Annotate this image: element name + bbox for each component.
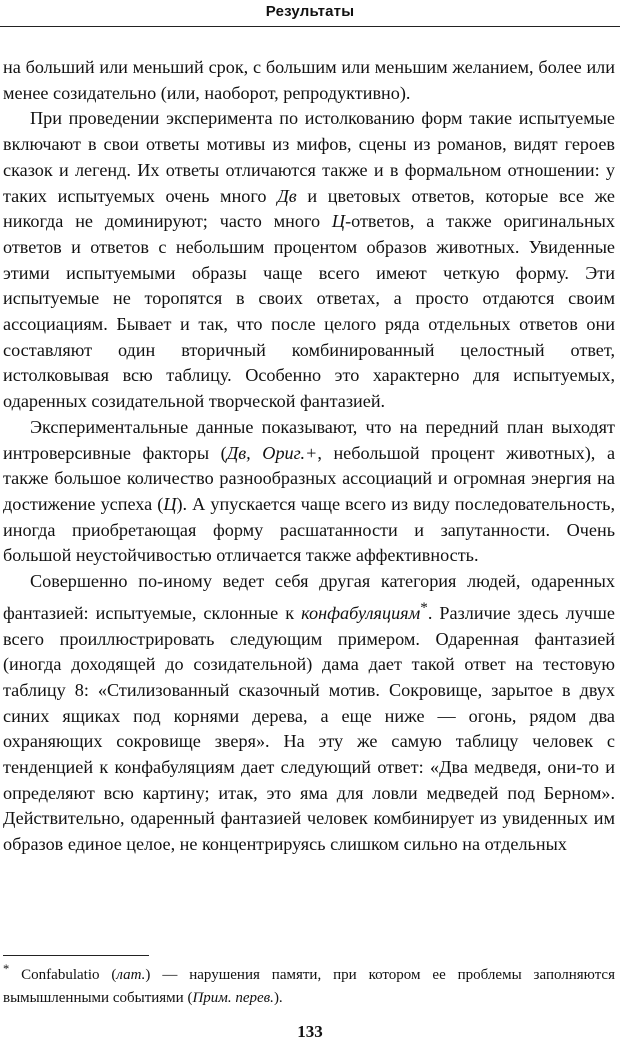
text-run: Экспериментальные данные показывают, что на передний план выходят интроверсивные факторы ( xyxy=(3,416,615,463)
page-number: 133 xyxy=(297,1022,323,1041)
italic-abbrev: лат. xyxy=(116,967,146,983)
footnote-reference[interactable]: * xyxy=(420,598,428,616)
header-rule xyxy=(0,26,620,27)
main-text xyxy=(3,55,615,858)
text-run: Совершенно по-иному ведет себя другая категория людей, одаренных фантазией: испытуемые, склонные к xyxy=(3,571,615,623)
running-title: Результаты xyxy=(265,3,355,20)
footnote-text xyxy=(3,958,615,1010)
footnote xyxy=(3,958,615,1010)
text-run: ). А упускается чаще всего из виду последовательность, иногда приобретающая форму расшатанности и запутанности. Очень большой неустойчивостью отличается также аффективность. xyxy=(3,493,615,566)
text-run: Confabulatio ( xyxy=(9,967,117,983)
text-run: При проведении эксперимента по истолкованию форм такие испытуемые включают в свои ответы мотивы из мифов, сцены из романов, видят героев сказок и легенд. Их ответы отличаются также и в формальном отношении: у таких испытуемых очень много xyxy=(3,108,615,206)
italic-term: конфабуляциям xyxy=(301,602,421,623)
italic-abbrev: Ц xyxy=(331,211,346,232)
text-run: ) — нарушения памяти, при котором ее проблемы заполняются вымышленными событиями ( xyxy=(3,967,615,1006)
paragraph-2 xyxy=(3,106,615,414)
page-header xyxy=(0,0,620,30)
italic-abbrev: Ц xyxy=(163,493,177,514)
paragraph-3 xyxy=(3,415,615,569)
italic-abbrev: Дв xyxy=(277,185,297,206)
text-run: , небольшой процент животных), а также большое количество разнообразных ассоциаций и огромная энергия на достижение успеха ( xyxy=(3,442,616,514)
footnote-rule xyxy=(3,955,149,956)
text-run: -ответов, а также оригинальных ответов и ответов с небольшим процентом образов животных. Увиденные этими испытуемыми образы чаще всего имеют четкую форму. Эти испытуемые не торопятся в своих ответах, а просто отдаются своим ассоциациям. Бывает и так, что после целого ряда отдельных ответов они составляют один вторичный комбинированный целостный ответ, истолковывая всю таблицу. Особенно это характерно для испытуемых, одаренных созидательной творческой фантазией. xyxy=(3,211,615,412)
italic-abbrev: Прим. перев. xyxy=(192,990,274,1006)
text-run: на больший или меньший срок, с большим или меньшим желанием, более или менее созидательно (или, наоборот, репродуктивно). xyxy=(3,57,615,103)
paragraph-4 xyxy=(3,569,615,858)
italic-abbrev: Дв, Ориг.+ xyxy=(226,442,318,463)
paragraph-1 xyxy=(3,55,615,106)
footnote-mark: * xyxy=(3,962,10,976)
text-run: ). xyxy=(273,990,283,1006)
text-run: . Различие здесь лучше всего проиллюстрировать следующим примером. Одаренная фантазией (иногда доходящей до созидательной) дама дает такой ответ на тестовую таблицу 8: «Стилизованный сказочный мотив. Сокровище, зарытое в двух синих ящиках под корнями дерева, а еще ниже — огонь, рядом два охраняющих сокровище зверя». На эту же самую таблицу человек с тенденцией к конфабуляциям дает следующий ответ: «Два медведя, они-то и определяют всю картину; итак, это яма для ловли медведей под Берном». Действительно, одаренный фантазией человек комбинирует из увиденных им образов единое целое, не концентрируясь слишком сильно на отдельных xyxy=(3,602,615,855)
text-run: и цветовых ответов, которые все же никогда не доминируют; часто много xyxy=(3,185,615,232)
